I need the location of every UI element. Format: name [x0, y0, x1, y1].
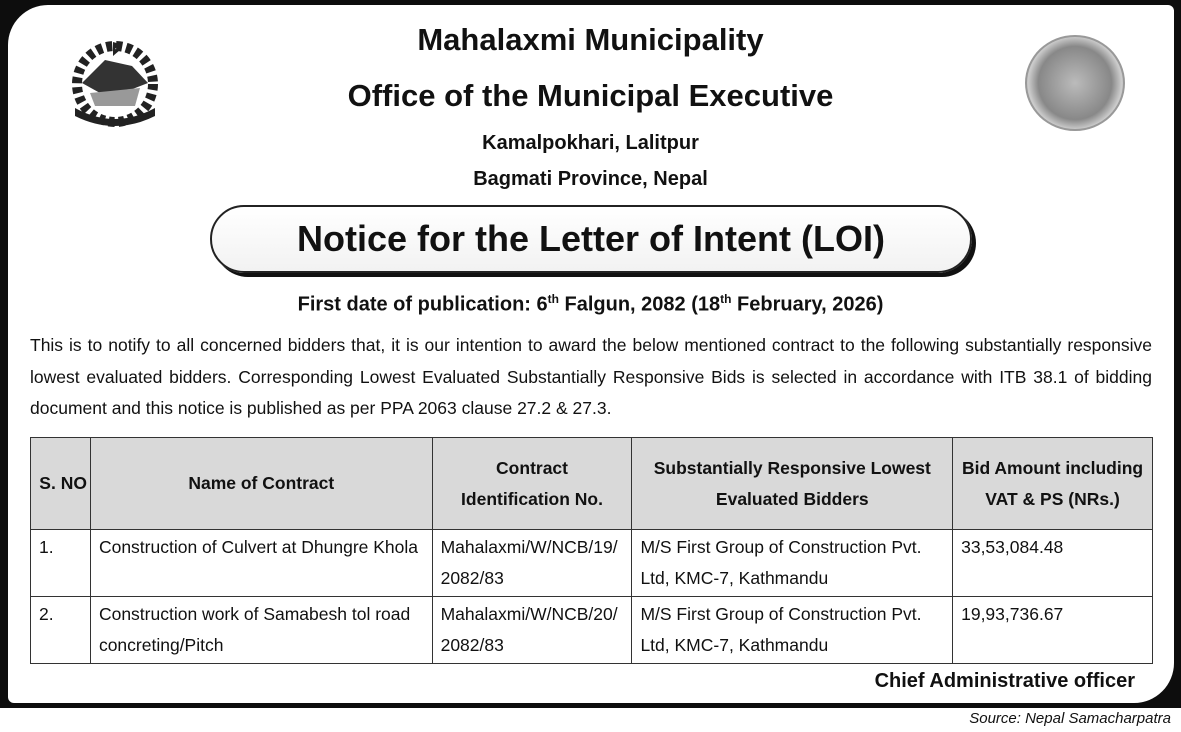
- publication-date: First date of publication: 6th Falgun, 2082 (18th February, 2026): [297, 292, 884, 316]
- notice-paragraph: This is to notify to all concerned bidders that, it is our intention to award the below mentioned contract to the following substantially responsive lowest evaluated bidders. Corresponding Lowest Evaluated Substantially Responsive Bids is selected in accordance with ITB 38.1 of bidding document and this notice is published as per PPA 2063 clause 27.2 & 27.3.: [30, 335, 1152, 418]
- address-line-2: Bagmati Province, Nepal: [473, 168, 708, 190]
- header-sno: S. NO: [31, 438, 91, 530]
- table-row: [31, 530, 1153, 597]
- cell-contract-id: Mahalaxmi/W/NCB/20/2082/83: [432, 597, 632, 664]
- cell-sno: 1.: [31, 530, 91, 597]
- signatory: Chief Administrative officer: [874, 670, 1135, 692]
- header-contract-id: Contract Identification No.: [432, 438, 632, 530]
- header-bidders: Substantially Responsive Lowest Evaluated Bidders: [632, 438, 953, 530]
- notice-title: Notice for the Letter of Intent (LOI): [210, 205, 972, 273]
- cell-contract-name: Construction of Culvert at Dhungre Khola: [90, 530, 432, 597]
- cell-bid-amount: 33,53,084.48: [953, 530, 1153, 597]
- office-name: Office of the Municipal Executive: [347, 78, 834, 113]
- municipality-name: Mahalaxmi Municipality: [417, 22, 764, 57]
- cell-contract-id: Mahalaxmi/W/NCB/19/2082/83: [432, 530, 632, 597]
- table-row: [31, 597, 1153, 664]
- source-credit: Source: Nepal Samacharpatra: [969, 710, 1171, 727]
- cell-contract-name: Construction work of Samabesh tol road concreting/Pitch: [90, 597, 432, 664]
- cell-sno: 2.: [31, 597, 91, 664]
- address-line-1: Kamalpokhari, Lalitpur: [482, 132, 699, 154]
- header-bid-amount: Bid Amount including VAT & PS (NRs.): [953, 438, 1153, 530]
- table-header-row: [31, 438, 1153, 530]
- cell-bid-amount: 19,93,736.67: [953, 597, 1153, 664]
- contracts-table: [30, 437, 1153, 664]
- header-contract-name: Name of Contract: [90, 438, 432, 530]
- cell-bidder: M/S First Group of Construction Pvt. Ltd, KMC-7, Kathmandu: [632, 597, 953, 664]
- cell-bidder: M/S First Group of Construction Pvt. Ltd, KMC-7, Kathmandu: [632, 530, 953, 597]
